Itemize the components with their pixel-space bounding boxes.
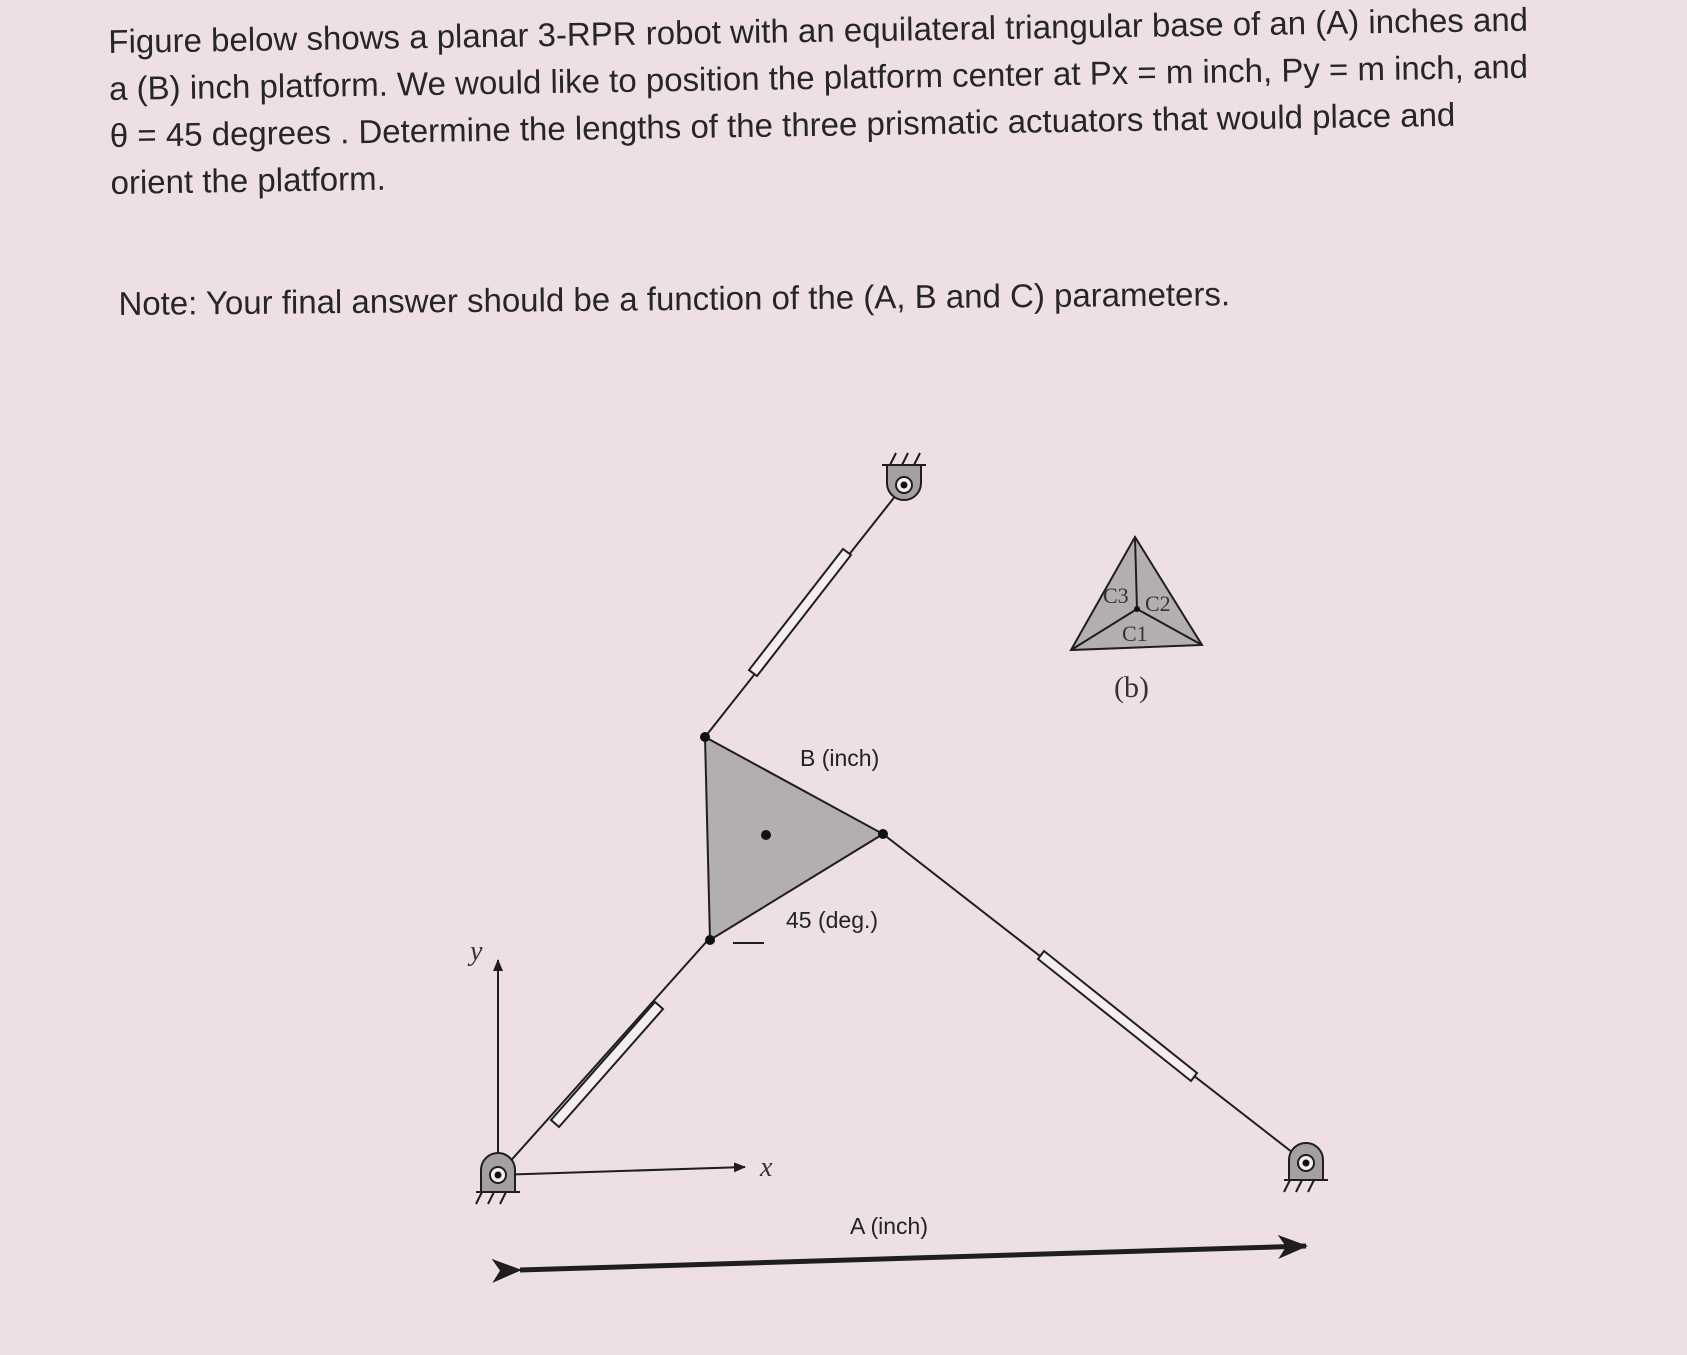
leg-1-cylinder [551, 1002, 663, 1127]
problem-text: Figure below shows a planar 3-RPR robot with an equilateral triangular base of an (A) inches and a (B) inch platform. We would like to position the platform center at Px = m inch, Py = m inch, and θ = 45 degrees . Determine the lengths of the three prismatic actuators that would place and orient the platform. [108, 0, 1529, 201]
angle-label: 45 (deg.) [786, 907, 879, 933]
base-dimension [520, 1213, 1306, 1270]
inset-c3-label: C3 [1103, 583, 1129, 608]
platform-joint-bottom [705, 935, 715, 945]
base-dimension-arrow [520, 1246, 1306, 1270]
platform-joint-right [878, 829, 888, 839]
platform-joint-top [700, 732, 710, 742]
inset-caption: (b) [1114, 671, 1149, 704]
pivot-bottom-left [476, 1153, 520, 1204]
pivot-top [882, 453, 926, 500]
x-axis-label: x [760, 1152, 773, 1183]
actuator-legs [498, 485, 1306, 1175]
coordinate-axes [467, 936, 773, 1183]
platform-center-point [761, 830, 771, 840]
platform-side-label: B (inch) [800, 745, 880, 771]
y-axis-label: y [470, 936, 483, 967]
inset-c1-label: C1 [1122, 621, 1148, 646]
note-text: Note: Your final answer should be a function of the (A, B and C) parameters. [118, 275, 1231, 322]
leg-3-cylinder [1038, 951, 1197, 1081]
inset-platform-diagram [1071, 537, 1202, 704]
platform [700, 732, 888, 945]
inset-c2-label: C2 [1145, 591, 1171, 616]
base-side-label: A (inch) [850, 1213, 928, 1239]
leg-2-cylinder [749, 549, 851, 676]
x-axis-line [498, 1167, 745, 1175]
leg-1-line [498, 940, 708, 1175]
